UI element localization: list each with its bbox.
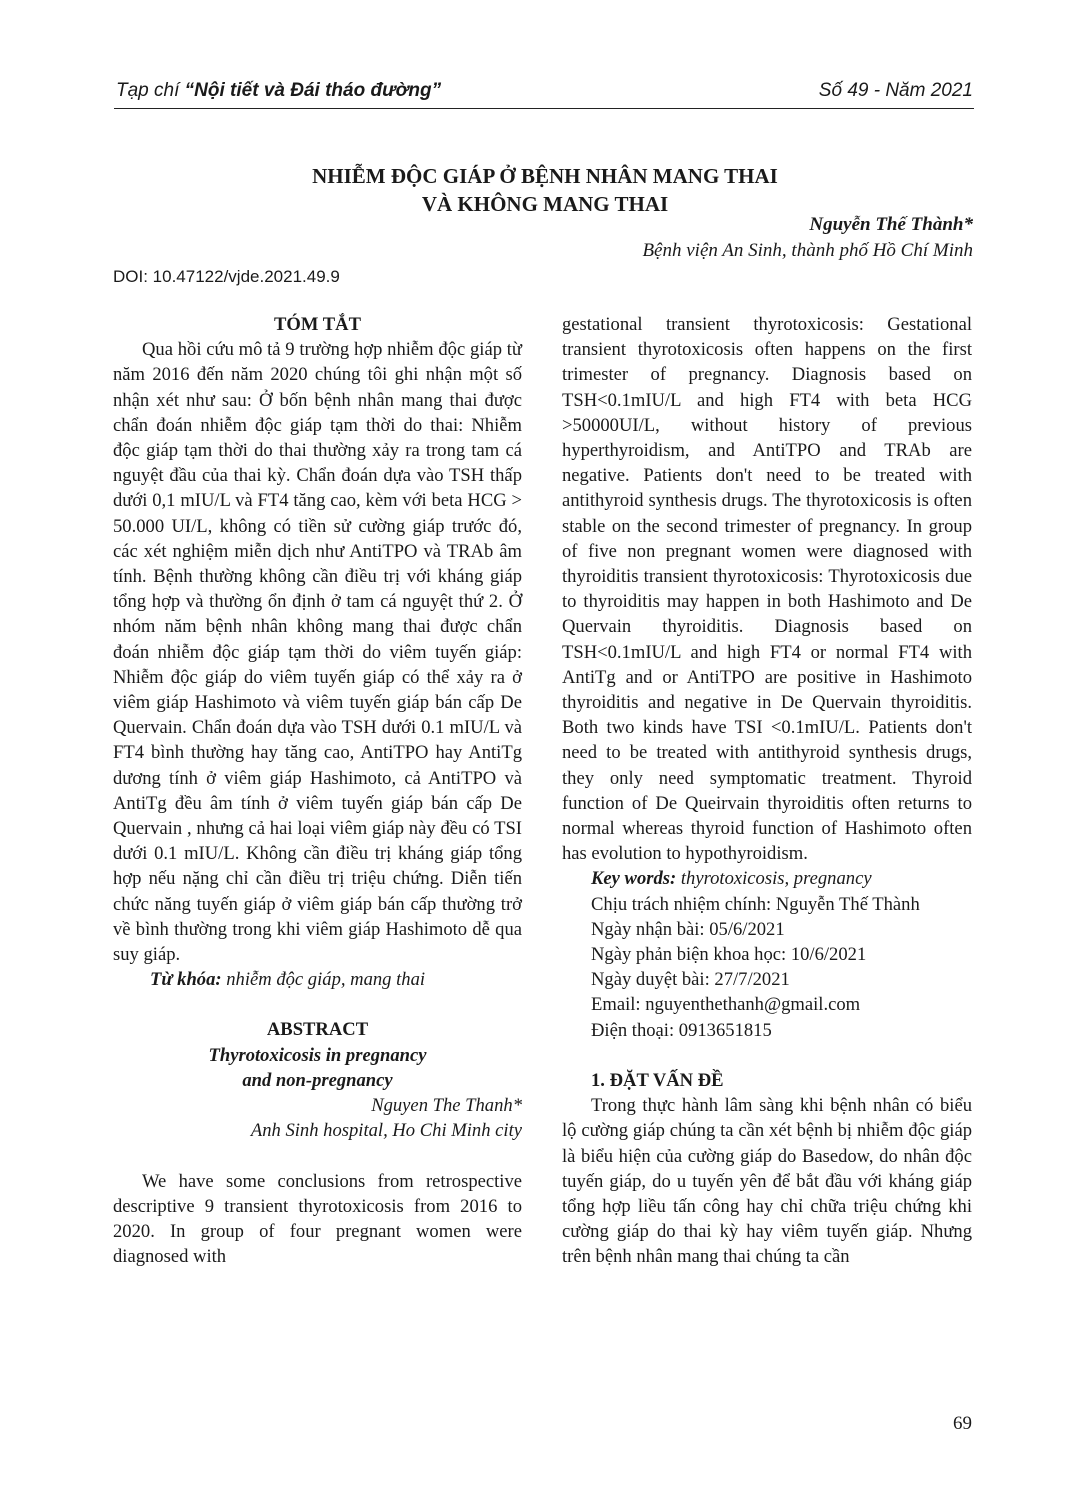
summary-keywords xyxy=(150,967,522,992)
keywords-text: nhiễm độc giáp, mang thai xyxy=(221,969,426,991)
abstract-affiliation: Anh Sinh hospital, Ho Chi Minh city xyxy=(250,1120,522,1142)
journal-header xyxy=(116,80,441,102)
responsible-author: Chịu trách nhiệm chính: Nguyễn Thế Thành xyxy=(591,893,920,915)
contact-phone: Điện thoại: 0913651815 xyxy=(591,1019,772,1041)
review-date: Ngày phản biện khoa học: 10/6/2021 xyxy=(591,944,867,966)
abstract-author: Nguyen The Thanh* xyxy=(371,1095,522,1117)
abstract-keywords-text: thyrotoxicosis, pregnancy xyxy=(676,868,872,890)
page-number: 69 xyxy=(953,1413,972,1434)
section-heading: 1. ĐẶT VẤN ĐỀ xyxy=(591,1069,724,1091)
abstract-keywords-label: Key words: xyxy=(591,868,677,890)
summary-body: Qua hồi cứu mô tả 9 trường hợp nhiễm độc giáp từ năm 2016 đến năm 2020 chúng tôi ghi nhận một số nhận xét như sau: Ở bốn bệnh nhân mang thai được chẩn đoán nhiễm độc giáp tạm thời do thai: Nhiễm độc giáp tạm thời do thai thường xảy ra trong tam cá nguyệt đầu của thai kỳ. Chẩn đoán dựa vào TSH thấp dưới 0,1 mIU/L và FT4 tăng cao, kèm với beta HCG > 50.000 UI/L, không có tiền sử cường giáp trước đó, các xét nghiệm miễn dịch như AntiTPO và TRAb âm tính. Bệnh thường không cần điều trị với kháng giáp tổng hợp và thường ổn định ở tam cá nguyệt thứ 2. Ở nhóm năm bệnh nhân không mang thai được chẩn đoán nhiễm độc giáp tạm thời do viêm tuyến giáp: Nhiễm độc giáp do viêm tuyến giáp có thể xảy ra ở viêm giáp Hashimoto và viêm tuyến giáp bán cấp De Quervain. Chẩn đoán dựa vào TSH dưới 0.1 mIU/L và FT4 bình thường hay tăng cao, AntiTPO hay AntiTg dương tính ở viêm giáp Hashimoto, cả AntiTPO và AntiTg đều âm tính ở viêm tuyến giáp bán cấp De Quervain , nhưng cả hai loại viêm giáp này đều có TSI dưới 0.1 mIU/L. Không cần điều trị kháng giáp tổng hợp nếu nặng chỉ cần điều trị triệu chứng. Diễn tiến chức năng tuyến giáp ở viêm giáp bán cấp thường trở về bình thường trong khi viêm giáp Hashimoto dễ qua suy giáp. xyxy=(113,339,522,966)
article-title-line1: NHIỄM ĐỘC GIÁP Ở BỆNH NHÂN MANG THAI xyxy=(312,164,778,188)
header-divider xyxy=(114,108,974,109)
summary-heading: TÓM TẮT xyxy=(274,314,361,335)
abstract-body-left: We have some conclusions from retrospective descriptive 9 transient thyrotoxicosis from 2016 to 2020. In group of four pregnant women were diagnosed with xyxy=(113,1170,522,1268)
abstract-keywords xyxy=(591,866,972,891)
contact-email: Email: nguyenthethanh@gmail.com xyxy=(591,994,861,1016)
received-date: Ngày nhận bài: 05/6/2021 xyxy=(591,918,785,940)
abstract-body-right: gestational transient thyrotoxicosis: Gestational transient thyrotoxicosis often happens on the first trimester of pregnancy. Diagnosis based on TSH<0.1mIU/L and high FT4 with beta HCG >50000UI/L, without history of previous hyperthyroidism, and AntiTPO and TRAb are negative. Patients don't need to be treated with antithyroid synthesis drugs. The thyrotoxicosis is often stable on the second trimester of pregnancy. In group of five non pregnant women were diagnosed with thyroiditis transient thyrotoxicosis: Thyrotoxicosis due to thyroiditis may happen in both Hashimoto and De Quervain thyroiditis. Diagnosis based on TSH<0.1mIU/L and high FT4 or normal FT4 with AntiTg and or AntiTPO are positive in Hashimoto thyroiditis and negative in De Quervain thyroiditis. Both two kinds have TSI <0.1mIU/L. Patients don't need to be treated with antithyroid synthesis drugs, they only need symptomatic treatment. Thyroid function of De Queirvain thyroiditis often returns to normal whereas thyroid function of Hashimoto often has evolution to hypothyroidism. xyxy=(562,314,972,865)
article-title-line2: VÀ KHÔNG MANG THAI xyxy=(421,192,669,216)
left-column xyxy=(113,312,522,1269)
abstract-title-line1: Thyrotoxicosis in pregnancy xyxy=(208,1044,427,1066)
abstract-title-line2: and non-pregnancy xyxy=(242,1069,393,1091)
author-affiliation: Bệnh viện An Sinh, thành phố Hồ Chí Minh xyxy=(642,240,973,261)
right-column xyxy=(562,312,972,1270)
doi-label: DOI: 10.47122/vjde.2021.49.9 xyxy=(113,267,340,286)
abstract-heading: ABSTRACT xyxy=(266,1019,369,1041)
journal-prefix: Tạp chí xyxy=(116,80,185,101)
journal-name: “Nội tiết và Đái tháo đường” xyxy=(184,80,442,101)
section-body: Trong thực hành lâm sàng khi bệnh nhân có biểu lộ cường giáp chúng ta cần xét bệnh bị nhiễm độc giáp là biểu hiện của cường giáp do Basedow, do nhân độc tuyến giáp, do u tuyến yên để bắt đầu với kháng giáp tổng hợp liều tấn công hay chỉ chữa triệu chứng khi cường giáp do thai kỳ hay viêm tuyến giáp. Nhưng trên bệnh nhân mang thai chúng ta cần xyxy=(562,1095,972,1268)
issue-label: Số 49 - Năm 2021 xyxy=(818,80,973,101)
author-name: Nguyễn Thế Thành* xyxy=(809,214,973,235)
keywords-label: Từ khóa: xyxy=(150,969,222,991)
accepted-date: Ngày duyệt bài: 27/7/2021 xyxy=(591,969,790,991)
